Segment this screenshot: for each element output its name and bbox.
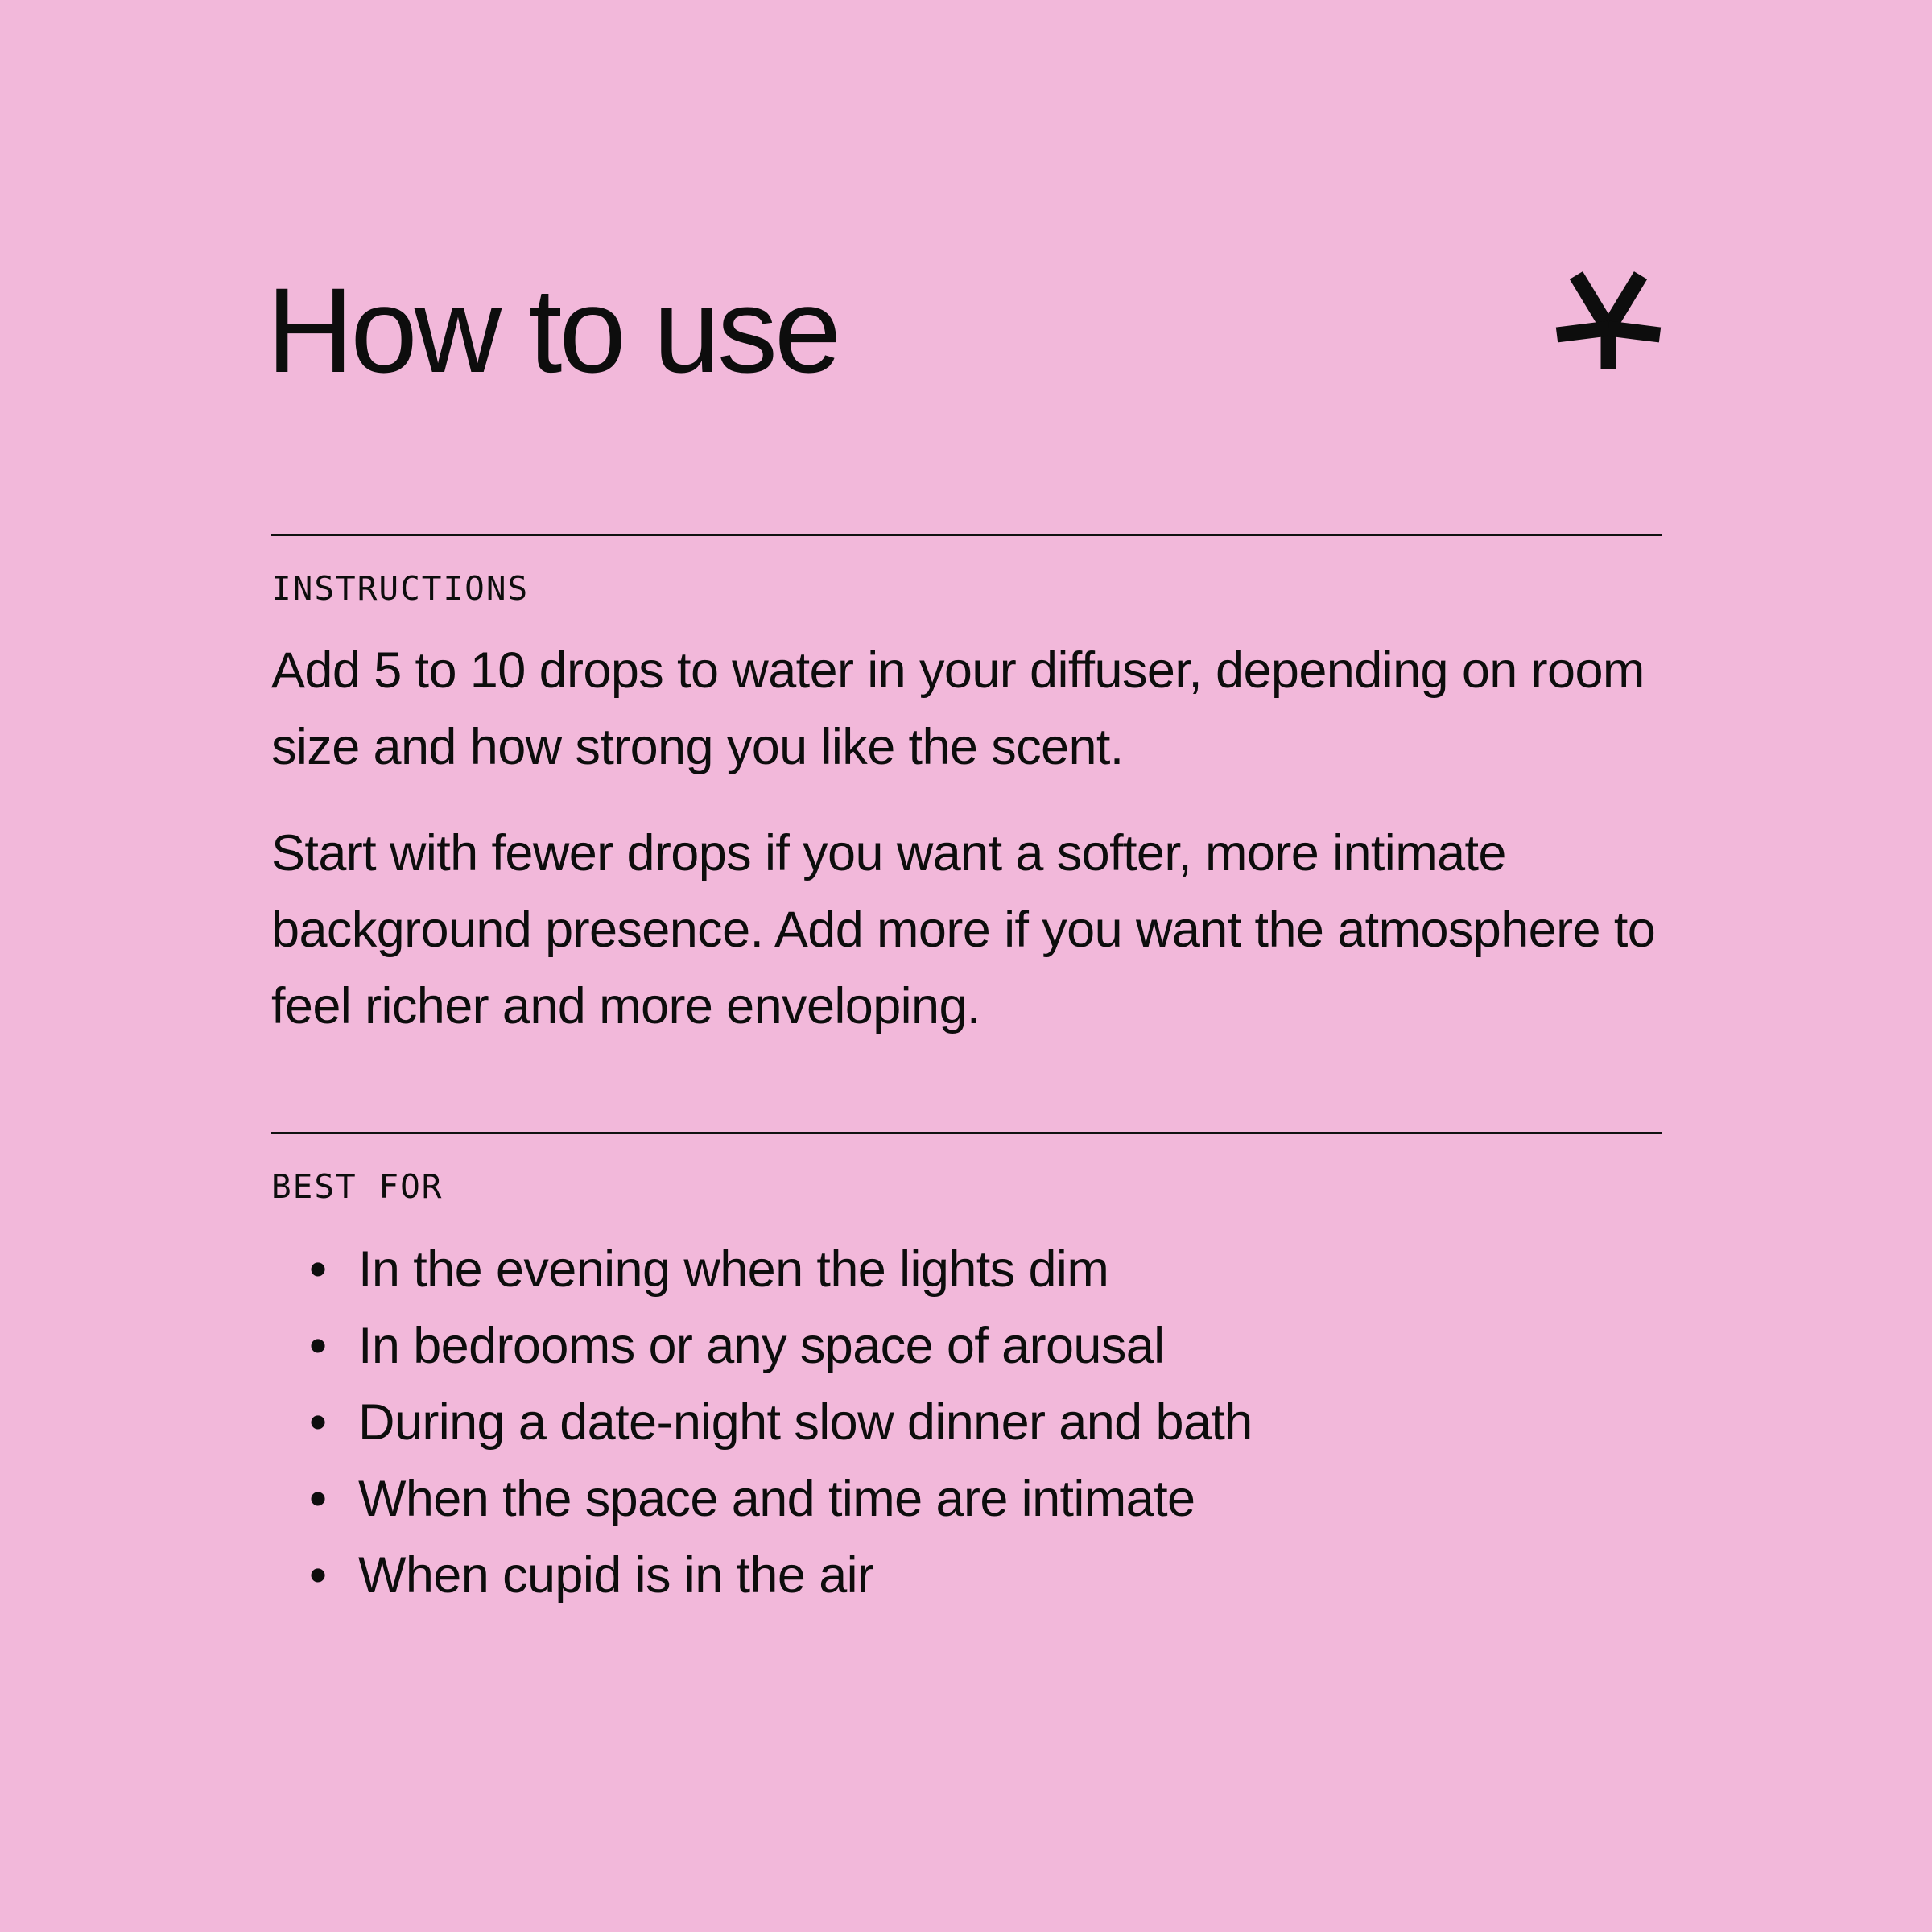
asterisk-logo-icon — [1555, 269, 1662, 375]
instructions-paragraph: Start with fewer drops if you want a softer, more intimate background presence. Add more if you want the atmosphere to feel richer and more enveloping. — [271, 825, 1656, 1034]
bullet-icon: • — [309, 1318, 327, 1374]
instructions-paragraph: Add 5 to 10 drops to water in your diffuser, depending on room size and how strong you like the scent. — [271, 642, 1645, 775]
list-item — [271, 1308, 1662, 1385]
list-item — [271, 1538, 1662, 1614]
bullet-icon: • — [309, 1471, 327, 1527]
bullet-icon: • — [309, 1547, 327, 1604]
list-item — [271, 1385, 1662, 1461]
best-for-list — [271, 1232, 1662, 1614]
list-item-text: During a date-night slow dinner and bath — [358, 1394, 1253, 1451]
header — [266, 258, 1662, 402]
list-item — [271, 1461, 1662, 1538]
list-item-text: When the space and time are intimate — [358, 1471, 1195, 1527]
section-divider — [271, 1132, 1662, 1134]
how-to-use-card — [266, 0, 1662, 1932]
list-item — [271, 1232, 1662, 1308]
instructions-label: INSTRUCTIONS — [271, 569, 530, 608]
list-item-text: In the evening when the lights dim — [358, 1241, 1109, 1298]
list-item-text: In bedrooms or any space of arousal — [358, 1318, 1165, 1374]
best-for-label: BEST FOR — [271, 1167, 444, 1206]
bullet-icon: • — [309, 1241, 327, 1298]
section-divider — [271, 534, 1662, 536]
list-item-text: When cupid is in the air — [358, 1547, 874, 1604]
page-title: How to use — [266, 262, 839, 398]
bullet-icon: • — [309, 1394, 327, 1451]
